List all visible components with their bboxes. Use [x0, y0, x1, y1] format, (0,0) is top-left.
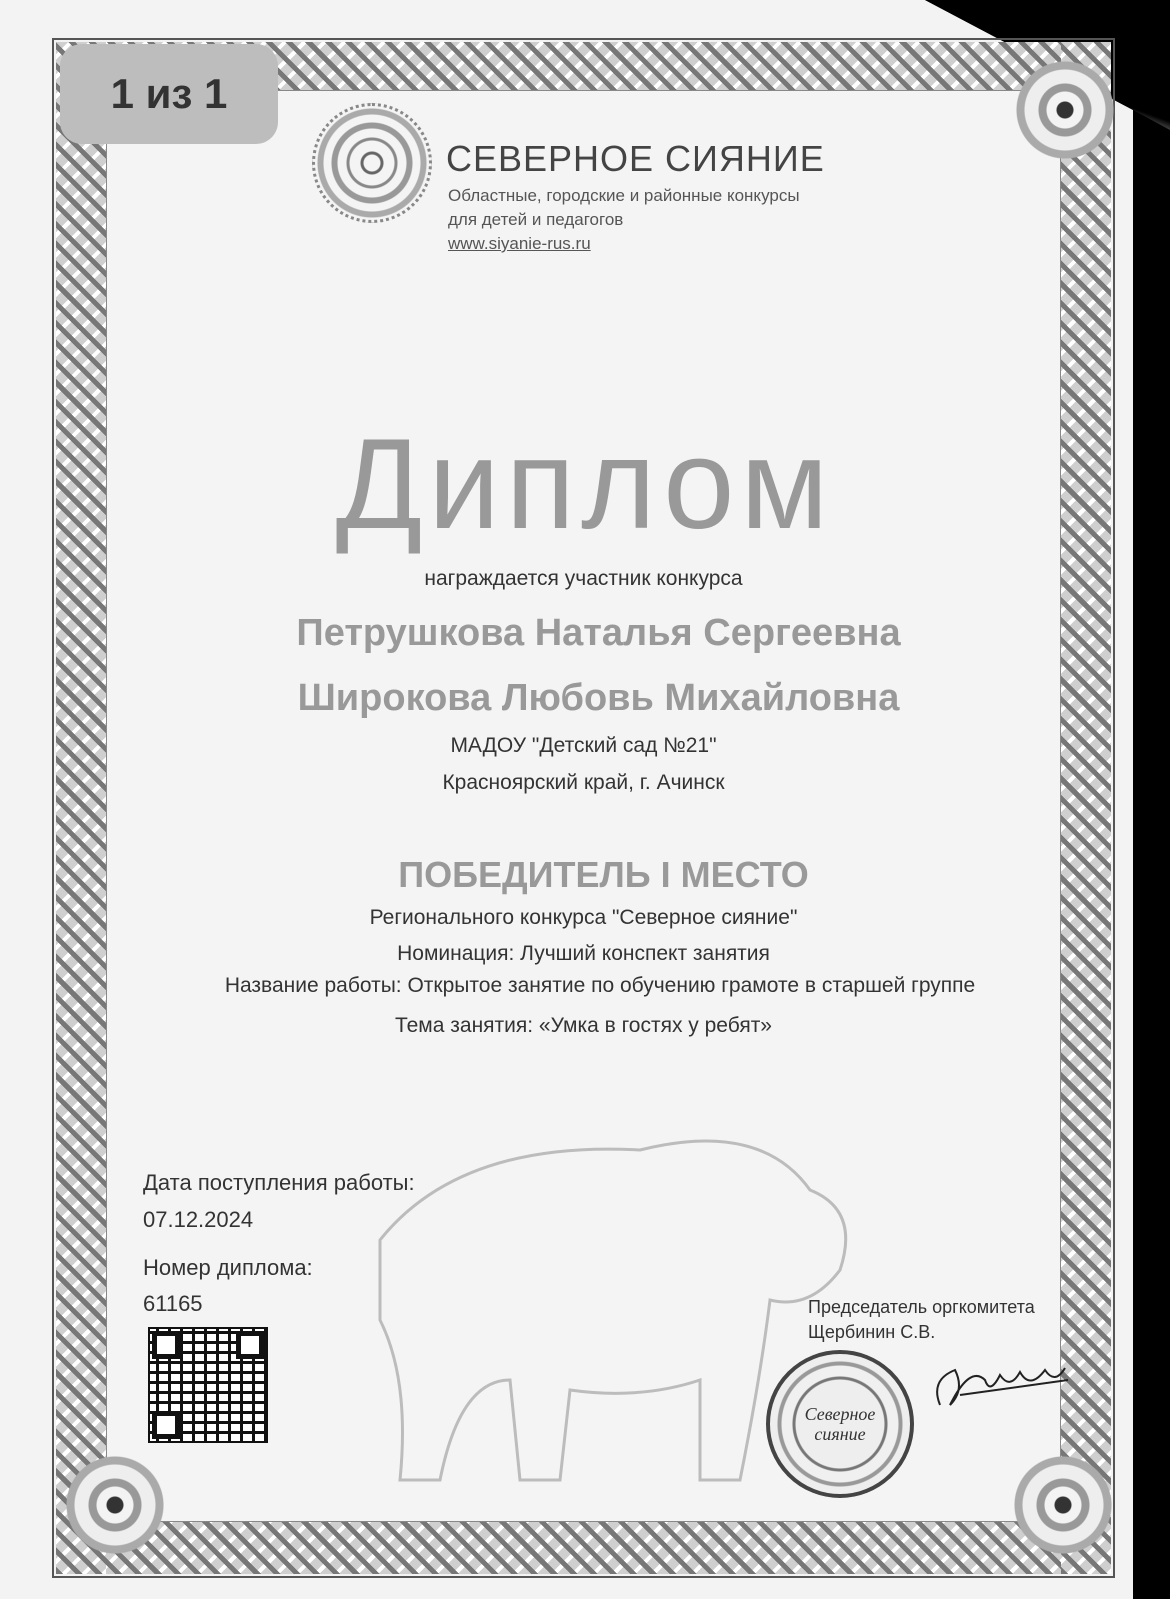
brand-subtitle	[448, 184, 800, 232]
chair-name: Щербинин С.В.	[808, 1322, 936, 1342]
chairman-block	[808, 1295, 1035, 1345]
diploma-number: 61165	[143, 1291, 203, 1316]
signature-icon	[930, 1350, 1070, 1420]
official-stamp	[766, 1350, 914, 1498]
qr-finder-icon	[152, 1411, 180, 1439]
diploma-heading: Диплом	[335, 413, 835, 556]
recipient-name: Широкова Любовь Михайловна	[297, 677, 900, 719]
location: Красноярский край, г. Ачинск	[442, 771, 725, 794]
page-counter-badge: 1 из 1	[60, 44, 278, 144]
recipient-name: Петрушкова Наталья Сергеевна	[296, 612, 901, 654]
qr-finder-icon	[236, 1331, 264, 1359]
lesson-topic: Тема занятия: «Умка в гостях у ребят»	[394, 1014, 772, 1037]
brand-subtitle-line: Областные, городские и районные конкурсы	[448, 186, 800, 205]
nomination: Номинация: Лучший конспект занятия	[397, 942, 770, 965]
brand-url-link[interactable]: www.siyanie-rus.ru	[448, 234, 591, 253]
stamp-text: сияние	[814, 1424, 866, 1444]
work-title: Название работы: Открытое занятие по обучению грамоте в старшей группе	[224, 974, 976, 997]
awarded-text: награждается участник конкурса	[424, 567, 743, 590]
contest-name: Регионального конкурса "Северное сияние"	[369, 906, 798, 929]
qr-code-icon[interactable]	[148, 1327, 268, 1443]
northern-lights-logo-icon	[312, 103, 432, 223]
brand-subtitle-line: для детей и педагогов	[448, 210, 624, 229]
place-title: ПОБЕДИТЕЛЬ I МЕСТО	[398, 854, 809, 895]
diploma-number-label: Номер диплома:	[143, 1255, 313, 1280]
institution: МАДОУ "Детский сад №21"	[450, 734, 717, 757]
stamp-text: Северное	[804, 1404, 876, 1424]
qr-finder-icon	[152, 1331, 180, 1359]
received-label: Дата поступления работы:	[143, 1170, 415, 1195]
received-date: 07.12.2024	[143, 1207, 254, 1232]
brand-title: СЕВЕРНОЕ СИЯНИЕ	[446, 138, 825, 179]
chair-title: Председатель оргкомитета	[808, 1297, 1035, 1317]
